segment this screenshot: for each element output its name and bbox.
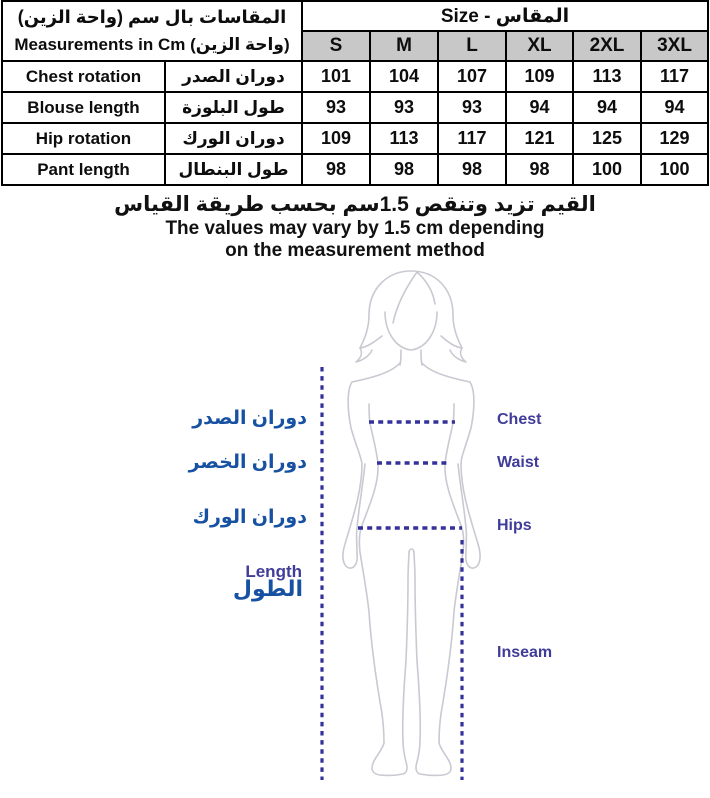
size-col-header: L xyxy=(438,31,506,61)
measurement-value: 93 xyxy=(370,92,438,123)
table-title-arabic: المقاسات بال سم (واحة الزين) xyxy=(17,7,287,27)
row-label-arabic: دوران الورك xyxy=(165,123,302,154)
size-col-header: XL xyxy=(506,31,573,61)
measurement-value: 104 xyxy=(370,61,438,92)
measurement-value: 109 xyxy=(302,123,370,154)
table-row xyxy=(2,123,708,154)
measurement-value: 113 xyxy=(573,61,641,92)
tolerance-note-english xyxy=(0,218,710,262)
measurement-value: 100 xyxy=(573,154,641,185)
diagram-label-hips-en: Hips xyxy=(497,517,532,534)
size-table xyxy=(1,0,709,186)
measurement-value: 121 xyxy=(506,123,573,154)
table-row xyxy=(2,154,708,185)
size-col-header: 3XL xyxy=(641,31,708,61)
measurement-value: 125 xyxy=(573,123,641,154)
tolerance-note-arabic: القيم تزيد وتنقص 1.5سم بحسب طريقة القياس xyxy=(114,193,596,216)
measurement-value: 129 xyxy=(641,123,708,154)
body-outline xyxy=(343,271,480,775)
measurement-value: 109 xyxy=(506,61,573,92)
measurement-value: 113 xyxy=(370,123,438,154)
diagram-label-chest-ar: دوران الصدر xyxy=(192,408,307,429)
table-title-cell xyxy=(2,1,302,61)
table-row xyxy=(2,61,708,92)
diagram-label-waist-en: Waist xyxy=(497,454,540,471)
measurement-value: 117 xyxy=(438,123,506,154)
measurement-value: 98 xyxy=(302,154,370,185)
diagram-label-length-en: Length xyxy=(245,562,302,581)
measurement-value: 98 xyxy=(438,154,506,185)
table-title-english: Measurements in Cm (واحة الزين) xyxy=(14,35,290,54)
row-label-english: Blouse length xyxy=(2,92,165,123)
measurement-value: 117 xyxy=(641,61,708,92)
measurement-value: 94 xyxy=(573,92,641,123)
tolerance-note-english-line1: The values may vary by 1.5 cm depending xyxy=(165,218,545,239)
diagram-label-hips-ar: دوران الورك xyxy=(192,507,307,528)
row-label-arabic: طول البنطال xyxy=(165,154,302,185)
row-label-english: Chest rotation xyxy=(2,61,165,92)
row-label-english: Hip rotation xyxy=(2,123,165,154)
diagram-label-length-ar: الطول xyxy=(232,576,303,601)
body-figure-illustration xyxy=(0,266,710,789)
tolerance-note xyxy=(0,191,710,262)
row-label-arabic: دوران الصدر xyxy=(165,61,302,92)
diagram-label-chest-en: Chest xyxy=(497,411,542,428)
measurement-value: 107 xyxy=(438,61,506,92)
row-label-english: Pant length xyxy=(2,154,165,185)
measurement-value: 93 xyxy=(302,92,370,123)
measurement-diagram xyxy=(0,266,710,789)
size-table-body xyxy=(2,61,708,185)
tolerance-note-english-line2: on the measurement method xyxy=(225,240,485,261)
measurement-value: 98 xyxy=(370,154,438,185)
size-header-cell: Size - المقاس xyxy=(302,1,708,31)
measurement-value: 101 xyxy=(302,61,370,92)
row-label-arabic: طول البلوزة xyxy=(165,92,302,123)
measurement-value: 94 xyxy=(506,92,573,123)
measurement-value: 93 xyxy=(438,92,506,123)
diagram-label-waist-ar: دوران الخصر xyxy=(188,452,307,473)
size-col-header: M xyxy=(370,31,438,61)
measurement-value: 94 xyxy=(641,92,708,123)
table-row xyxy=(2,92,708,123)
measurement-value: 98 xyxy=(506,154,573,185)
size-col-header: 2XL xyxy=(573,31,641,61)
diagram-label-inseam-en: Inseam xyxy=(497,644,553,661)
measurement-value: 100 xyxy=(641,154,708,185)
size-col-header: S xyxy=(302,31,370,61)
